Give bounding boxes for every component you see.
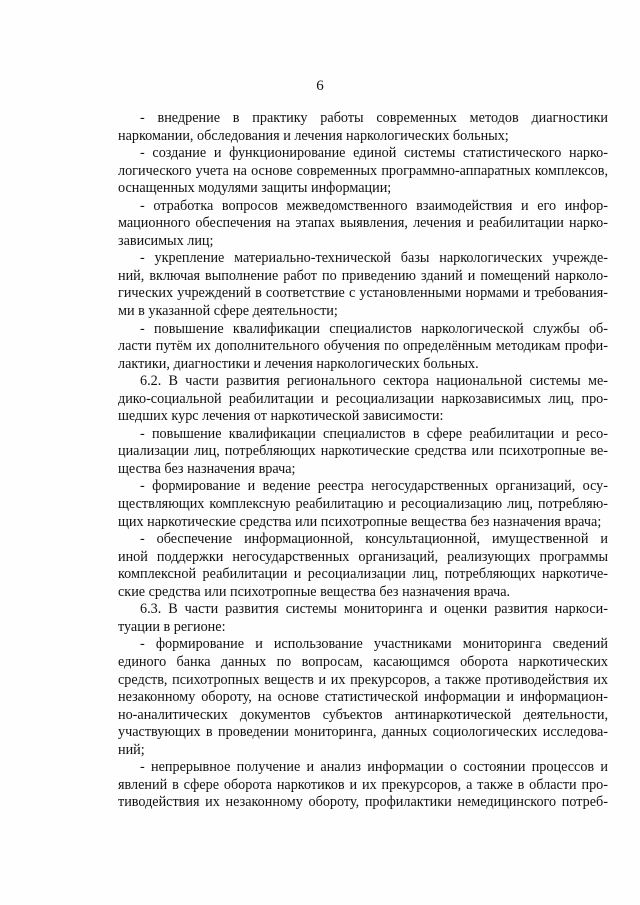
text-line: единого банка данных по вопросам, касающимся оборота наркотических — [118, 653, 608, 670]
text-line: щества без назначения врача; — [118, 460, 296, 477]
text-line: гических учреждений в соответствие с установленными нормами и требования- — [118, 285, 608, 302]
text-line: участвующих в проведении мониторинга, данных социологических исследова- — [118, 724, 608, 741]
text-line: ществляющих комплексную реабилитацию и ресоциализацию лиц, потребляю- — [118, 496, 608, 513]
text-line: - укрепление материально-технической базы наркологических учрежде- — [140, 250, 608, 267]
text-line: - повышение квалификации специалистов в сфере реабилитации и ресо- — [140, 425, 608, 442]
text-line: ми в указанной сфере деятельности; — [118, 303, 338, 320]
text-line: - обеспечение информационной, консультационной, имущественной и — [140, 531, 608, 548]
text-line: - формирование и ведение реестра негосударственных организаций, осу- — [140, 478, 608, 495]
text-line: - создание и функционирование единой системы статистического нарко- — [140, 145, 608, 162]
text-line: зависимых лиц; — [118, 232, 214, 249]
text-line: дико-социальной реабилитации и ресоциализации наркозависимых лиц, про- — [118, 390, 608, 407]
document-body — [118, 110, 608, 812]
text-line: - внедрение в практику работы современных методов диагностики — [140, 110, 608, 126]
text-line: шедших курс лечения от наркотической зависимости: — [118, 408, 444, 425]
text-line: средств, психотропных веществ и их прекурсоров, а также противодействия их — [118, 671, 608, 688]
text-line: комплексной реабилитации и ресоциализации лиц, потребляющих наркотиче- — [118, 566, 608, 583]
text-line: туации в регионе: — [118, 618, 226, 635]
text-line: щих наркотические средства или психотропные вещества без назначения врача; — [118, 513, 602, 530]
text-line: оснащенных модулями защиты информации; — [118, 180, 392, 197]
text-line: логического учета на основе современных программно-аппаратных комплексов, — [118, 162, 608, 179]
text-line: но-аналитических документов субъектов антинаркотической деятельности, — [118, 706, 608, 723]
text-line: 6.3. В части развития системы мониторинга и оценки развития наркоси- — [140, 601, 608, 618]
text-line: 6.2. В части развития регионального сектора национальной системы ме- — [140, 373, 608, 390]
text-line: - отработка вопросов межведомственного взаимодействия и его инфор- — [140, 197, 608, 214]
page-number: 6 — [316, 78, 324, 94]
text-line: - непрерывное получение и анализ информации о состоянии процессов и — [140, 759, 608, 776]
text-line: - формирование и использование участниками мониторинга сведений — [140, 636, 608, 653]
text-line: тиводействия их незаконному обороту, профилактики немедицинского потреб- — [118, 794, 608, 811]
text-line: ний, включая выполнение работ по приведению зданий и помещений нарколо- — [118, 267, 608, 284]
text-line: наркомании, обследования и лечения наркологических больных; — [118, 127, 509, 144]
text-line: иной поддержки негосударственных организаций, реализующих программы — [118, 548, 608, 565]
text-line: мационного обеспечения на этапах выявления, лечения и реабилитации нарко- — [118, 215, 608, 232]
text-line: циализации лиц, потребляющих наркотические средства или психотропные ве- — [118, 443, 608, 460]
text-line: ний; — [118, 741, 145, 758]
text-line: - повышение квалификации специалистов наркологической службы об- — [140, 320, 608, 337]
text-line: ласти путём их дополнительного обучения по определённым методикам профи- — [118, 338, 608, 355]
text-line: незаконному обороту, на основе статистической информации и информацион- — [118, 689, 608, 706]
text-line: явлений в сфере оборота наркотиков и их прекурсоров, а также в области про- — [118, 776, 608, 793]
text-line: ские средства или психотропные вещества без назначения врача. — [118, 583, 511, 600]
text-line: лактики, диагностики и лечения наркологических больных. — [118, 355, 479, 372]
